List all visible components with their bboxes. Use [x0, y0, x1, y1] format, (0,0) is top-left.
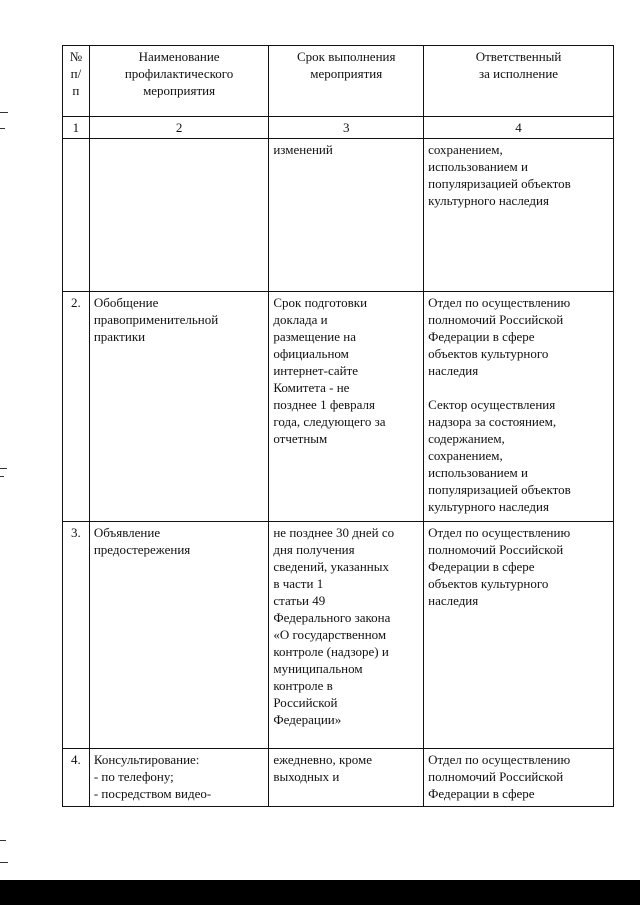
table-row [63, 522, 614, 749]
column-number: 3 [269, 117, 424, 139]
scan-bottom-border [0, 880, 640, 905]
header-name: Наименование профилактического мероприятия [89, 46, 269, 117]
row-number: 2. [63, 292, 90, 522]
measures-table [62, 45, 614, 807]
row-term-cell: изменений [269, 139, 424, 292]
scan-edge-marks [0, 0, 10, 880]
row-number: 4. [63, 749, 90, 807]
row-name-cell: Консультирование: - по телефону; - посредством видео- [89, 749, 269, 807]
row-term-cell: ежедневно, кроме выходных и [269, 749, 424, 807]
row-term-cell: Срок подготовки доклада и размещение на официальном интернет-сайте Комитета - не позднее 1 февраля года, следующего за отчетным [269, 292, 424, 522]
row-term-cell: не позднее 30 дней со дня получения сведений, указанных в части 1 статьи 49 Федерального закона «О государственном контроле (надзоре) и муниципальном контроле в Российской Федерации» [269, 522, 424, 749]
row-responsible-cell: Отдел по осуществлению полномочий Российской Федерации в сфере объектов культурного наследия [424, 522, 614, 749]
column-number: 1 [63, 117, 90, 139]
header-responsible: Ответственный за исполнение [424, 46, 614, 117]
row-responsible-cell: Отдел по осуществлению полномочий Российской Федерации в сфере объектов культурного наследия Сектор осуществления надзора за состоянием, содержанием, сохранением, использованием и популяризацией объектов культурного наследия [424, 292, 614, 522]
row-responsible-cell: сохранением, использованием и популяризацией объектов культурного наследия [424, 139, 614, 292]
row-responsible-cell: Отдел по осуществлению полномочий Российской Федерации в сфере [424, 749, 614, 807]
header-term: Срок выполнения мероприятия [269, 46, 424, 117]
row-number: 3. [63, 522, 90, 749]
table-row [63, 292, 614, 522]
column-number: 2 [89, 117, 269, 139]
row-name-cell: Объявление предостережения [89, 522, 269, 749]
table-row [63, 139, 614, 292]
row-name-cell [89, 139, 269, 292]
header-num: № п/ п [63, 46, 90, 117]
row-name-cell: Обобщение правоприменительной практики [89, 292, 269, 522]
table-row [63, 749, 614, 807]
table-header-row [63, 46, 614, 117]
column-number: 4 [424, 117, 614, 139]
column-number-row [63, 117, 614, 139]
row-number [63, 139, 90, 292]
